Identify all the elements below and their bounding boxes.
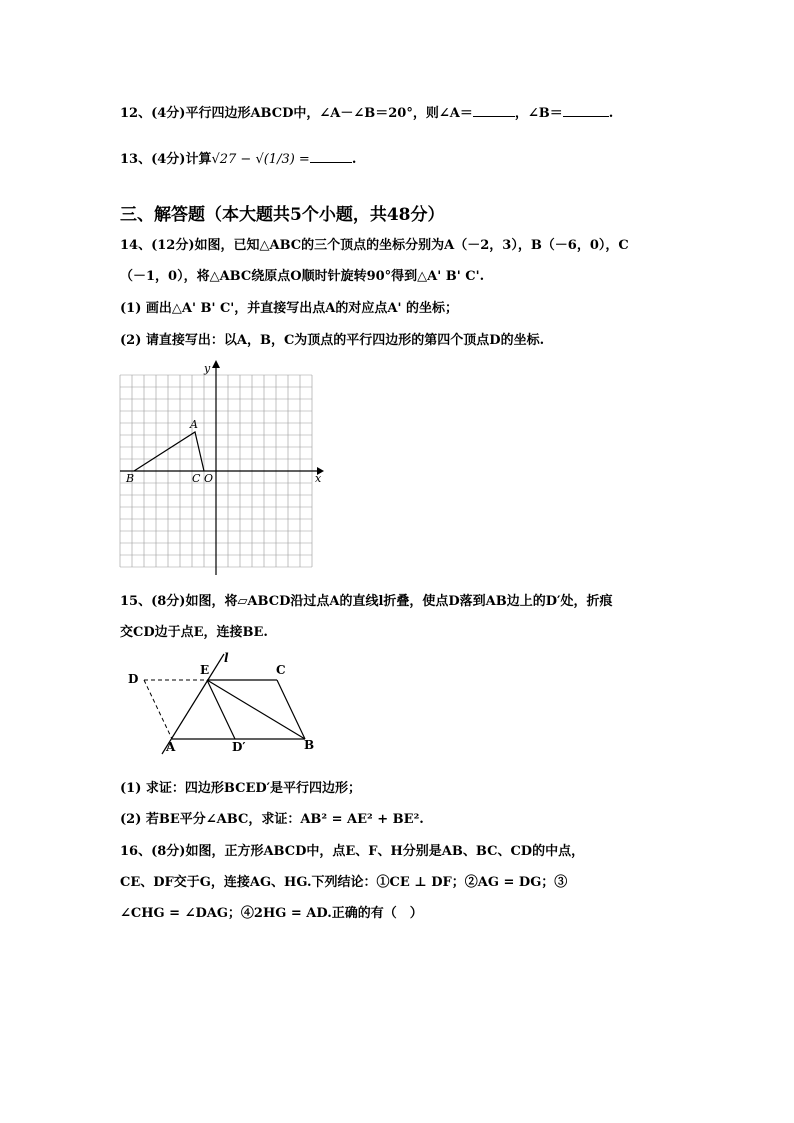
q14-coordinate-grid bbox=[118, 360, 328, 578]
label-O: O bbox=[204, 472, 214, 485]
segment-EB bbox=[207, 680, 305, 739]
q14-part1: (1) 画出△A' B' C'，并直接写出点A的对应点A' 的坐标； bbox=[120, 301, 458, 316]
triangle-abc bbox=[134, 432, 204, 471]
q16-line3: ∠CHG = ∠DAG；④2HG = AD.正确的有（ ） bbox=[120, 906, 423, 921]
label-D-prime: D′ bbox=[232, 740, 246, 754]
q13-end: . bbox=[351, 152, 357, 167]
label-B: B bbox=[126, 472, 135, 485]
label-A: A bbox=[166, 740, 176, 754]
q15-line2: 交CD边于点E，连接BE. bbox=[120, 625, 268, 640]
q13-blank[interactable] bbox=[310, 150, 352, 163]
q16-line1: 16、(8分)如图，正方形ABCD中，点E、F、H分别是AB、BC、CD的中点， bbox=[120, 844, 585, 859]
q12-end: . bbox=[608, 106, 614, 121]
q12-blank-a[interactable] bbox=[473, 104, 515, 117]
q14-line2: （－1，0），将△ABC绕原点O顺时针旋转90°得到△A' B' C'. bbox=[120, 269, 485, 284]
q13-text: 计算 bbox=[185, 152, 212, 167]
q15-part2: (2) 若BE平分∠ABC，求证：AB² = AE² + BE². bbox=[120, 812, 424, 827]
question-12 bbox=[120, 104, 613, 123]
label-C: C bbox=[276, 663, 286, 677]
label-C: C bbox=[192, 472, 201, 485]
label-l: l bbox=[224, 651, 229, 665]
label-B: B bbox=[304, 738, 315, 752]
label-D: D bbox=[128, 672, 139, 686]
q15-line1: 15、(8分)如图，将▱ABCD沿过点A的直线l折叠，使点D落到AB边上的D′处，折痕 bbox=[120, 594, 613, 609]
q16-line2: CE、DF交于G，连接AG、HG.下列结论：①CE ⊥ DF；②AG = DG；③ bbox=[120, 875, 568, 890]
q12-prefix: 12、(4分) bbox=[120, 106, 186, 121]
q13-prefix: 13、(4分) bbox=[120, 152, 186, 167]
q14-part2: (2) 请直接写出：以A，B，C为顶点的平行四边形的第四个顶点D的坐标. bbox=[120, 333, 545, 348]
label-y: y bbox=[204, 362, 211, 375]
q12-mid: ，∠B＝ bbox=[514, 106, 563, 121]
q14-line1: 14、(12分)如图，已知△ABC的三个顶点的坐标分别为A（－2，3），B（－6，0），C bbox=[120, 238, 629, 253]
q12-blank-b[interactable] bbox=[563, 104, 609, 117]
section-3-title: 三、解答题（本大题共5个小题，共48分） bbox=[120, 205, 445, 225]
label-E: E bbox=[200, 663, 210, 677]
y-axis-arrow bbox=[212, 360, 220, 368]
question-13 bbox=[120, 150, 356, 169]
dashed-DA bbox=[144, 680, 172, 739]
label-A: A bbox=[190, 418, 198, 431]
q12-text: 平行四边形ABCD中，∠A－∠B＝20°，则∠A＝ bbox=[185, 106, 473, 121]
q13-expression: √27 − √(1/3) = bbox=[211, 152, 310, 167]
q15-parallelogram-figure bbox=[120, 650, 330, 762]
q15-part1: (1) 求证：四边形BCED′是平行四边形； bbox=[120, 781, 362, 796]
label-x: x bbox=[315, 472, 322, 485]
